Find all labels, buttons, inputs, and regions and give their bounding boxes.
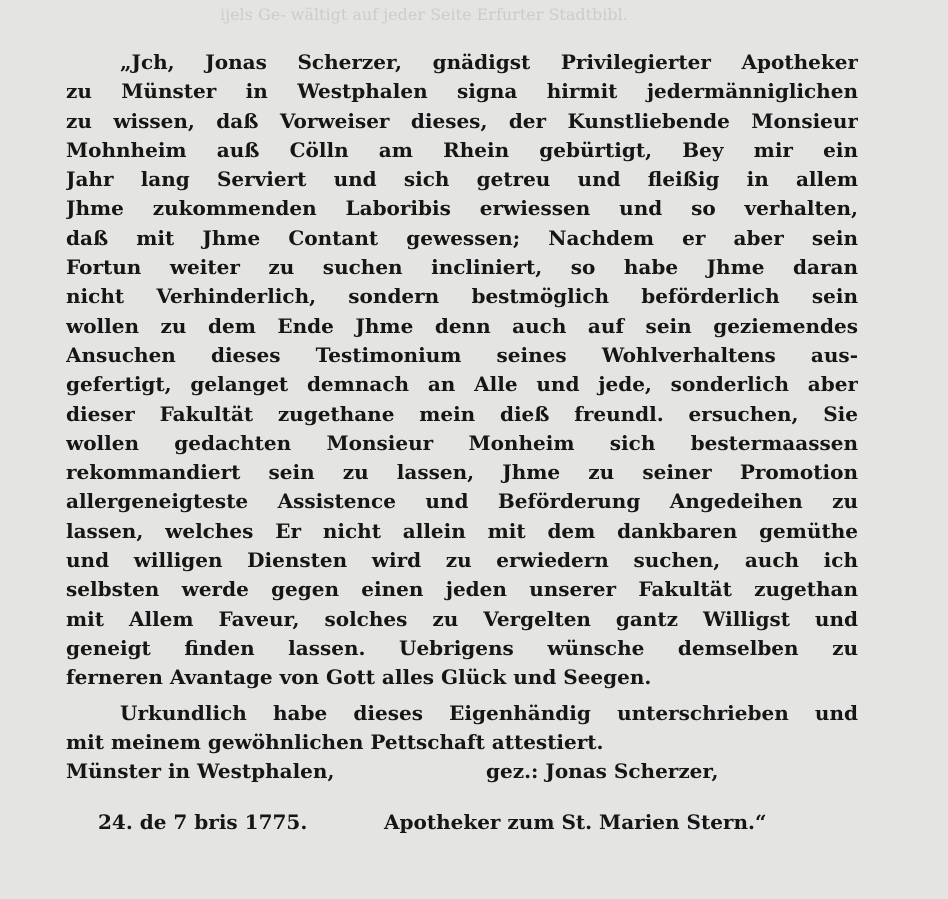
text-line: dieser Fakultät zugethane mein dieß freundl. ersuchen, Sie [66, 401, 858, 426]
date-title-row [66, 808, 858, 837]
text-line: zu wissen, daß Vorweiser dieses, der Kunstliebende Monsieur [66, 108, 858, 133]
text-line: zu Münster in Westphalen signa hirmit jedermänniglichen [66, 79, 858, 104]
text-line: Fortun weiter zu suchen incliniert, so habe Jhme daran [66, 255, 858, 280]
date-text: 24. de 7 bris 1775. [98, 810, 308, 835]
testimonial-text [66, 48, 858, 838]
text-line: wollen zu dem Ende Jhme denn auch auf sein geziemendes [66, 313, 858, 338]
text-line: ferneren Avantage von Gott alles Glück und Seegen. [66, 665, 652, 690]
signature-text: gez.: Jonas Scherzer, [486, 759, 719, 784]
text-line: Mohnheim auß Cölln am Rhein gebürtigt, Bey mir ein [66, 137, 858, 162]
text-line: Ansuchen dieses Testimonium seines Wohlverhaltens aus- [66, 342, 858, 367]
text-line: und willigen Diensten wird zu erwiedern suchen, auch ich [66, 548, 858, 573]
text-line: „Jch, Jonas Scherzer, gnädigst Privilegierter Apotheker [120, 50, 858, 74]
text-line: nicht Verhinderlich, sondern bestmöglich beförderlich sein [66, 284, 858, 309]
place-text: Münster in Westphalen, [66, 759, 335, 784]
text-line: allergeneigteste Assistence und Beförderung Angedeihen zu [66, 489, 858, 514]
text-line: selbsten werde gegen einen jeden unserer Fakultät zugethan [66, 577, 858, 602]
text-line: daß mit Jhme Contant gewessen; Nachdem er aber sein [66, 225, 858, 250]
text-line: geneigt finden lassen. Uebrigens wünsche demselben zu [66, 635, 858, 660]
title-text: Apotheker zum St. Marien Stern.“ [384, 810, 767, 835]
text-line: rekommandiert sein zu lassen, Jhme zu seiner Promotion [66, 460, 858, 485]
text-line: Jahr lang Serviert und sich getreu und fleißig in allem [66, 167, 858, 192]
text-line: Jhme zukommenden Laboribis erwiessen und so verhalten, [66, 196, 858, 221]
text-line: Urkundlich habe dieses Eigenhändig unterschrieben und [120, 700, 858, 725]
text-line: lassen, welches Er nicht allein mit dem dankbaren gemüthe [66, 518, 858, 543]
text-line: wollen gedachten Monsieur Monheim sich bestermaassen [66, 430, 858, 455]
bleed-through-text: ijels Ge- wältigt auf jeder Seite Erfurter Stadtbibl. [220, 5, 628, 24]
text-line: mit Allem Faveur, solches zu Vergelten gantz Willigst und [66, 606, 858, 631]
text-line: gefertigt, gelanget demnach an Alle und jede, sonderlich aber [66, 372, 858, 397]
text-line: mit meinem gewöhnlichen Pettschaft attestiert. [66, 729, 604, 754]
place-signature-row [66, 757, 858, 786]
